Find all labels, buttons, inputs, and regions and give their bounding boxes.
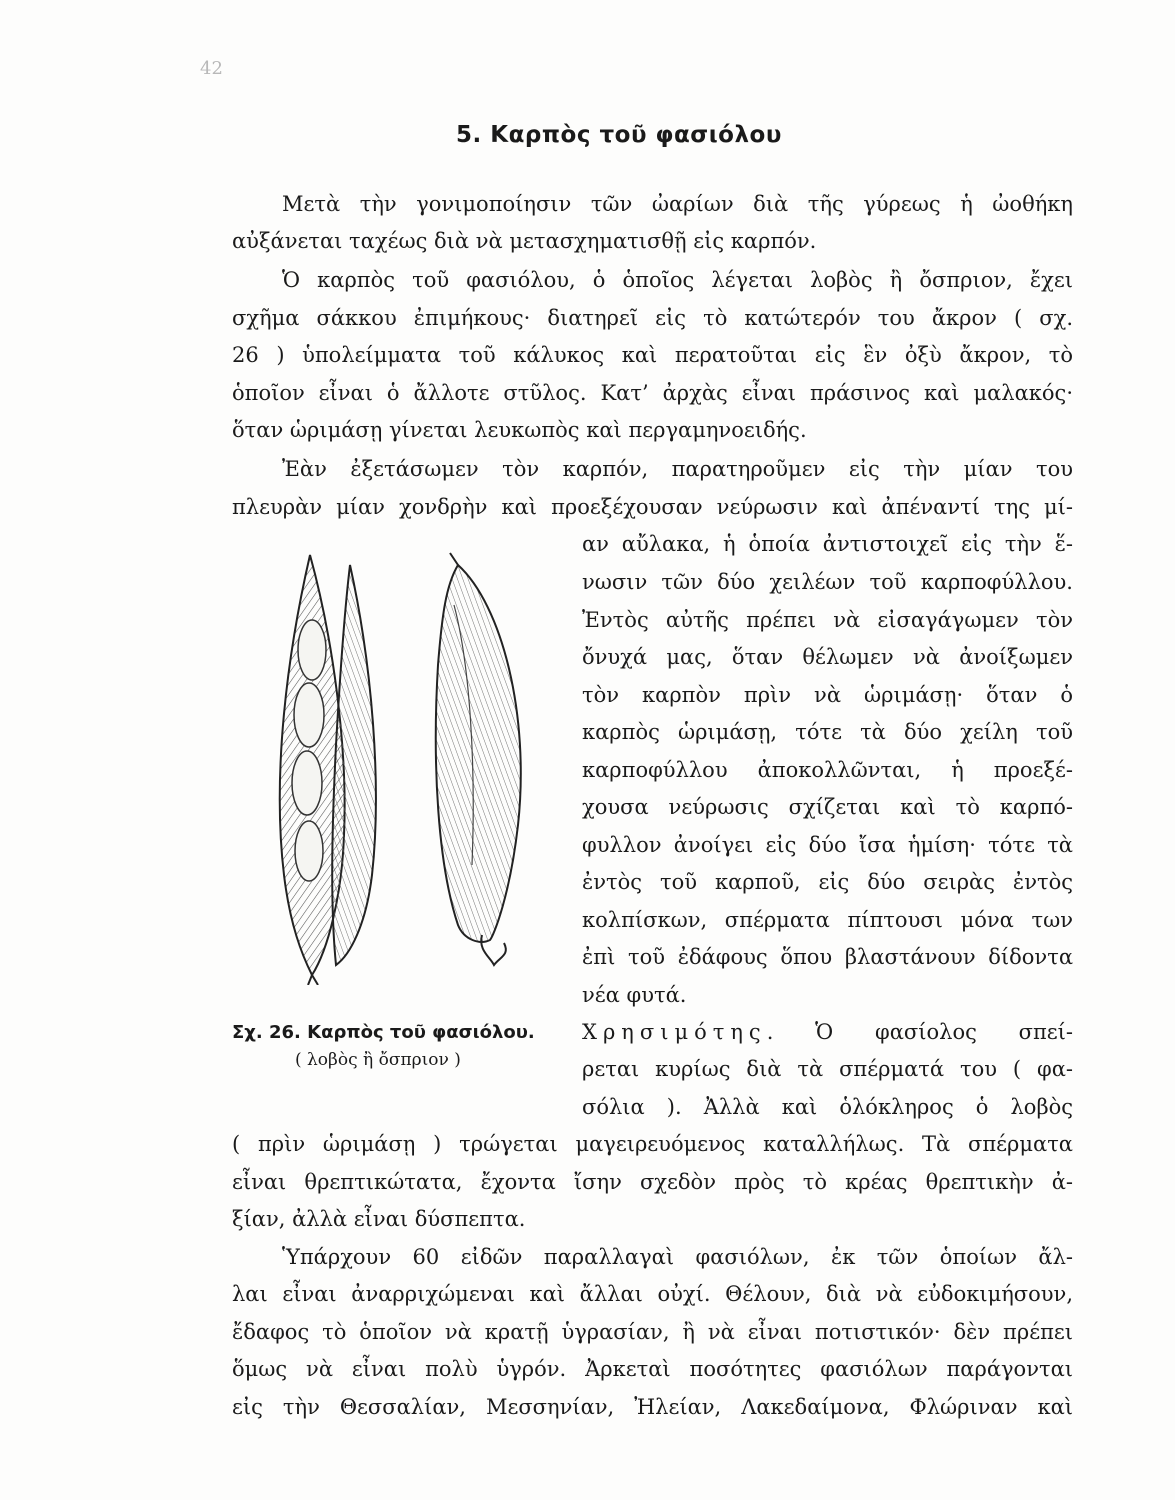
column-line: νέα φυτά.	[582, 983, 687, 1007]
column-line: χουσα νεύρωσις σχίζεται καὶ τὸ καρπό-	[582, 795, 1073, 819]
bean-seed	[292, 751, 322, 815]
text-line: ὅμως νὰ εἶναι πολὺ ὑγρόν. Ἀρκεταὶ ποσότητες φασιόλων παράγονται	[232, 1357, 1073, 1381]
column-line: νωσιν τῶν δύο χειλέων τοῦ καρποφύλλου.	[582, 570, 1073, 594]
text-line: Ὑπάρχουν 60 εἰδῶν παραλλαγαὶ φασιόλων, ἐκ τῶν ὁποίων ἄλ-	[282, 1245, 1073, 1269]
page-number: 42	[200, 58, 223, 79]
bean-pod-illustration	[232, 545, 562, 985]
text-line: σχῆμα σάκκου ἐπιμήκους· διατηρεῖ εἰς τὸ κατώτερόν του ἄκρον ( σχ.	[232, 306, 1073, 330]
text-line: πλευρὰν μίαν χονδρὴν καὶ προεξέχουσαν νεύρωσιν καὶ ἀπέναντί της μί-	[232, 495, 1073, 519]
bean-seed	[295, 821, 323, 881]
column-line: αν αὔλακα, ἡ ὁποία ἀντιστοιχεῖ εἰς τὴν ἕ-	[582, 532, 1073, 556]
bean-seed	[298, 620, 326, 680]
text-line: εἰς τὴν Θεσσαλίαν, Μεσσηνίαν, Ἠλείαν, Λακεδαίμονα, Φλώριναν καὶ	[232, 1395, 1073, 1419]
figure-caption: Σχ. 26. Καρπὸς τοῦ φασιόλου.	[232, 1022, 535, 1043]
text-line: εἶναι θρεπτικώτατα, ἔχοντα ἴσην σχεδὸν πρὸς τὸ κρέας θρεπτικὴν ἀ-	[232, 1170, 1073, 1194]
usage-line	[582, 1018, 1073, 1046]
column-line: ἐντὸς τοῦ καρποῦ, εἰς δύο σειρὰς ἐντὸς	[582, 870, 1073, 894]
column-line: φυλλον ἀνοίγει εἰς δύο ἴσα ἡμίση· τότε τὰ	[582, 833, 1073, 857]
column-line: τὸν καρπὸν πρὶν νὰ ὡριμάσῃ· ὅταν ὁ	[582, 683, 1073, 707]
text-line: ξίαν, ἀλλὰ εἶναι δύσπεπτα.	[232, 1207, 526, 1231]
column-line: καρποφύλλου ἀποκολλῶνται, ἡ προεξέ-	[582, 758, 1073, 782]
text-line: ὅταν ὡριμάσῃ γίνεται λευκωπὸς καὶ περγαμηνοειδής.	[232, 418, 807, 442]
column-line: ὄνυχά μας, ὅταν θέλωμεν νὰ ἀνοίξωμεν	[582, 645, 1073, 669]
usage-line: σόλια ). Ἀλλὰ καὶ ὁλόκληρος ὁ λοβὸς	[582, 1095, 1073, 1119]
bean-seed	[294, 683, 324, 747]
column-line: ἐπὶ τοῦ ἐδάφους ὅπου βλαστάνουν δίδοντα	[582, 945, 1073, 969]
section-title: 5. Καρπὸς τοῦ φασιόλου	[456, 122, 782, 148]
text-line: ὁποῖον εἶναι ὁ ἄλλοτε στῦλος. Κατ’ ἀρχὰς εἶναι πράσινος καὶ μαλακός·	[232, 381, 1073, 405]
figure-caption-subtitle: ( λοβὸς ἢ ὄσπριον )	[295, 1050, 461, 1070]
text-line: Μετὰ τὴν γονιμοποίησιν τῶν ὠαρίων διὰ τῆς γύρεως ἡ ὠοθήκη	[282, 192, 1073, 216]
column-line: Ἐντὸς αὐτῆς πρέπει νὰ εἰσαγάγωμεν τὸν	[582, 608, 1073, 632]
usage-line: ρεται κυρίως διὰ τὰ σπέρματά του ( φα-	[582, 1057, 1073, 1081]
closed-pod	[436, 553, 521, 965]
usage-heading: Χρησιμότης	[582, 1020, 767, 1044]
column-line: κολπίσκων, σπέρματα πίπτουσι μόνα των	[582, 908, 1073, 932]
text-line: ( πρὶν ὡριμάσῃ ) τρώγεται μαγειρευόμενος καταλλήλως. Τὰ σπέρματα	[232, 1132, 1073, 1156]
text-line: αὐξάνεται ταχέως διὰ νὰ μετασχηματισθῇ εἰς καρπόν.	[232, 229, 817, 253]
text-line: ἔδαφος τὸ ὁποῖον νὰ κρατῇ ὑγρασίαν, ἢ νὰ εἶναι ποτιστικόν· δὲν πρέπει	[232, 1320, 1073, 1344]
open-pod	[280, 555, 376, 985]
column-line: καρπὸς ὡριμάσῃ, τότε τὰ δύο χείλη τοῦ	[582, 720, 1073, 744]
text-line: 26 ) ὑπολείμματα τοῦ κάλυκος καὶ περατοῦται εἰς ἓν ὀξὺ ἄκρον, τὸ	[232, 343, 1073, 367]
text-line: Ἐὰν ἐξετάσωμεν τὸν καρπόν, παρατηροῦμεν εἰς τὴν μίαν του	[282, 457, 1073, 481]
text-line: λαι εἶναι ἀναρριχώμεναι καὶ ἄλλαι οὐχί. Θέλουν, διὰ νὰ εὐδοκιμήσουν,	[232, 1282, 1073, 1306]
usage-line-rest: . Ὁ φασίολος σπεί-	[766, 1020, 1073, 1044]
text-line: Ὁ καρπὸς τοῦ φασιόλου, ὁ ὁποῖος λέγεται λοβὸς ἢ ὄσπριον, ἔχει	[282, 268, 1073, 292]
